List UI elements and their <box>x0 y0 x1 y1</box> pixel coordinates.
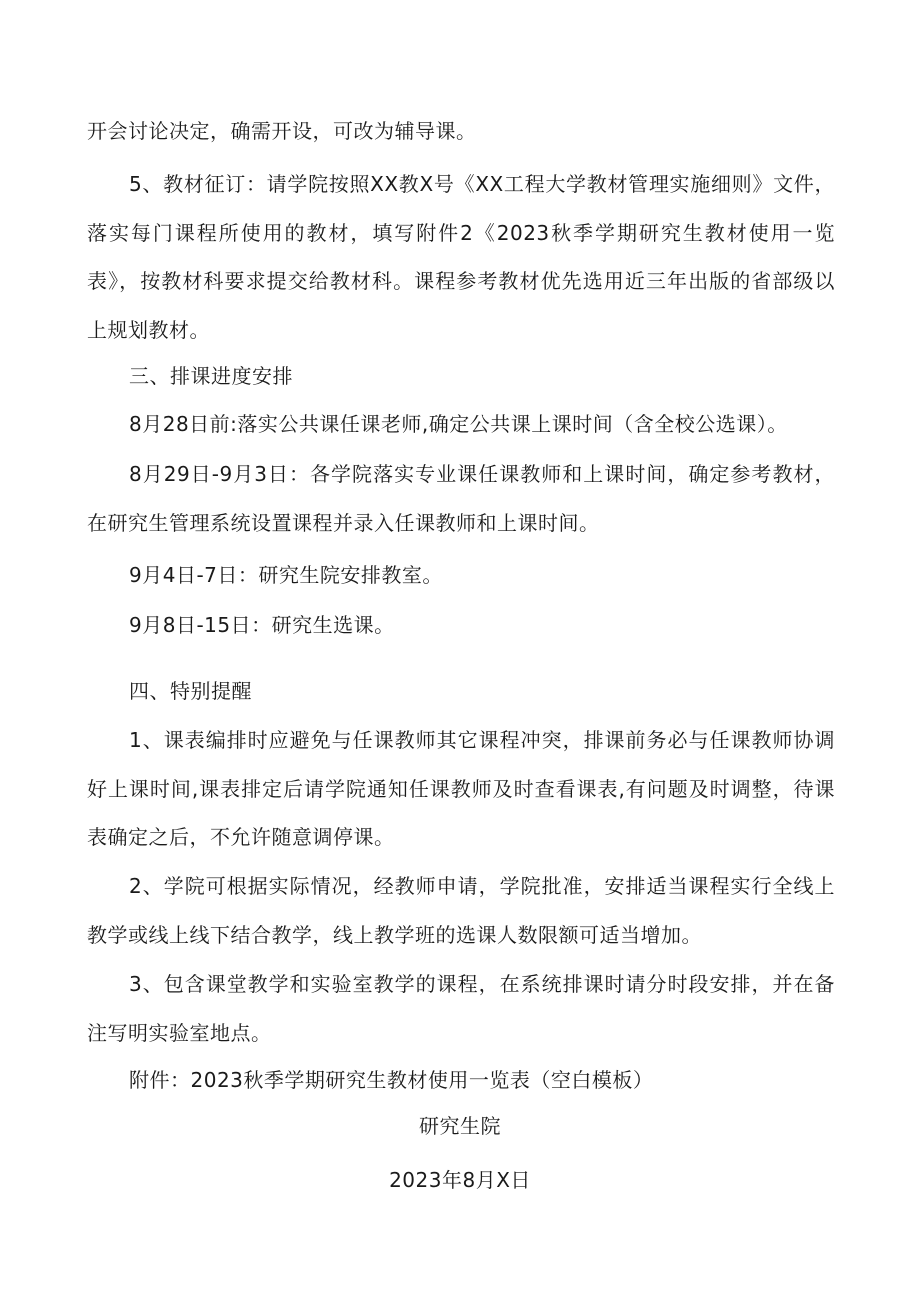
schedule-item-2: 8月29日-9月3日：各学院落实专业课任课教师和上课时间，确定参考教材，在研究生管理系统设置课程并录入任课教师和上课时间。 <box>87 462 835 535</box>
schedule-item-1: 8月28日前:落实公共课任课老师,确定公共课上课时间（含全校公选课）。 <box>129 412 788 436</box>
reminder-item-1: 1、课表编排时应避免与任课教师其它课程冲突，排课前务必与任课教师协调好上课时间,课表排定后请学院通知任课教师及时查看课表,有问题及时调整，待课表确定之后，不允许随意调停课。 <box>87 728 835 849</box>
item-5-textbook-ordering: 5、教材征订：请学院按照XX教X号《XX工程大学教材管理实施细则》文件，落实每门课程所使用的教材，填写附件2《2023秋季学期研究生教材使用一览表》，按教材科要求提交给教材科。课程参考教材优先选用近三年出版的省部级以上规划教材。 <box>87 172 835 342</box>
signature-date: 2023年8月X日 <box>389 1168 531 1192</box>
signature-organization: 研究生院 <box>419 1114 501 1138</box>
reminder-item-2: 2、学院可根据实际情况，经教师申请，学院批准，安排适当课程实行全线上教学或线上线下结合教学，线上教学班的选课人数限额可适当增加。 <box>87 874 835 947</box>
attachment-note: 附件：2023秋季学期研究生教材使用一览表（空白模板） <box>129 1068 654 1092</box>
section-3-heading: 三、排课进度安排 <box>129 364 293 388</box>
continued-paragraph: 开会讨论决定，确需开设，可改为辅导课。 <box>87 119 477 143</box>
reminder-item-3: 3、包含课堂教学和实验室教学的课程，在系统排课时请分时段安排，并在备注写明实验室地点。 <box>87 972 835 1045</box>
section-4-heading: 四、特别提醒 <box>129 679 252 703</box>
schedule-item-4: 9月8日-15日：研究生选课。 <box>129 613 395 637</box>
schedule-item-3: 9月4日-7日：研究生院安排教室。 <box>129 563 443 587</box>
